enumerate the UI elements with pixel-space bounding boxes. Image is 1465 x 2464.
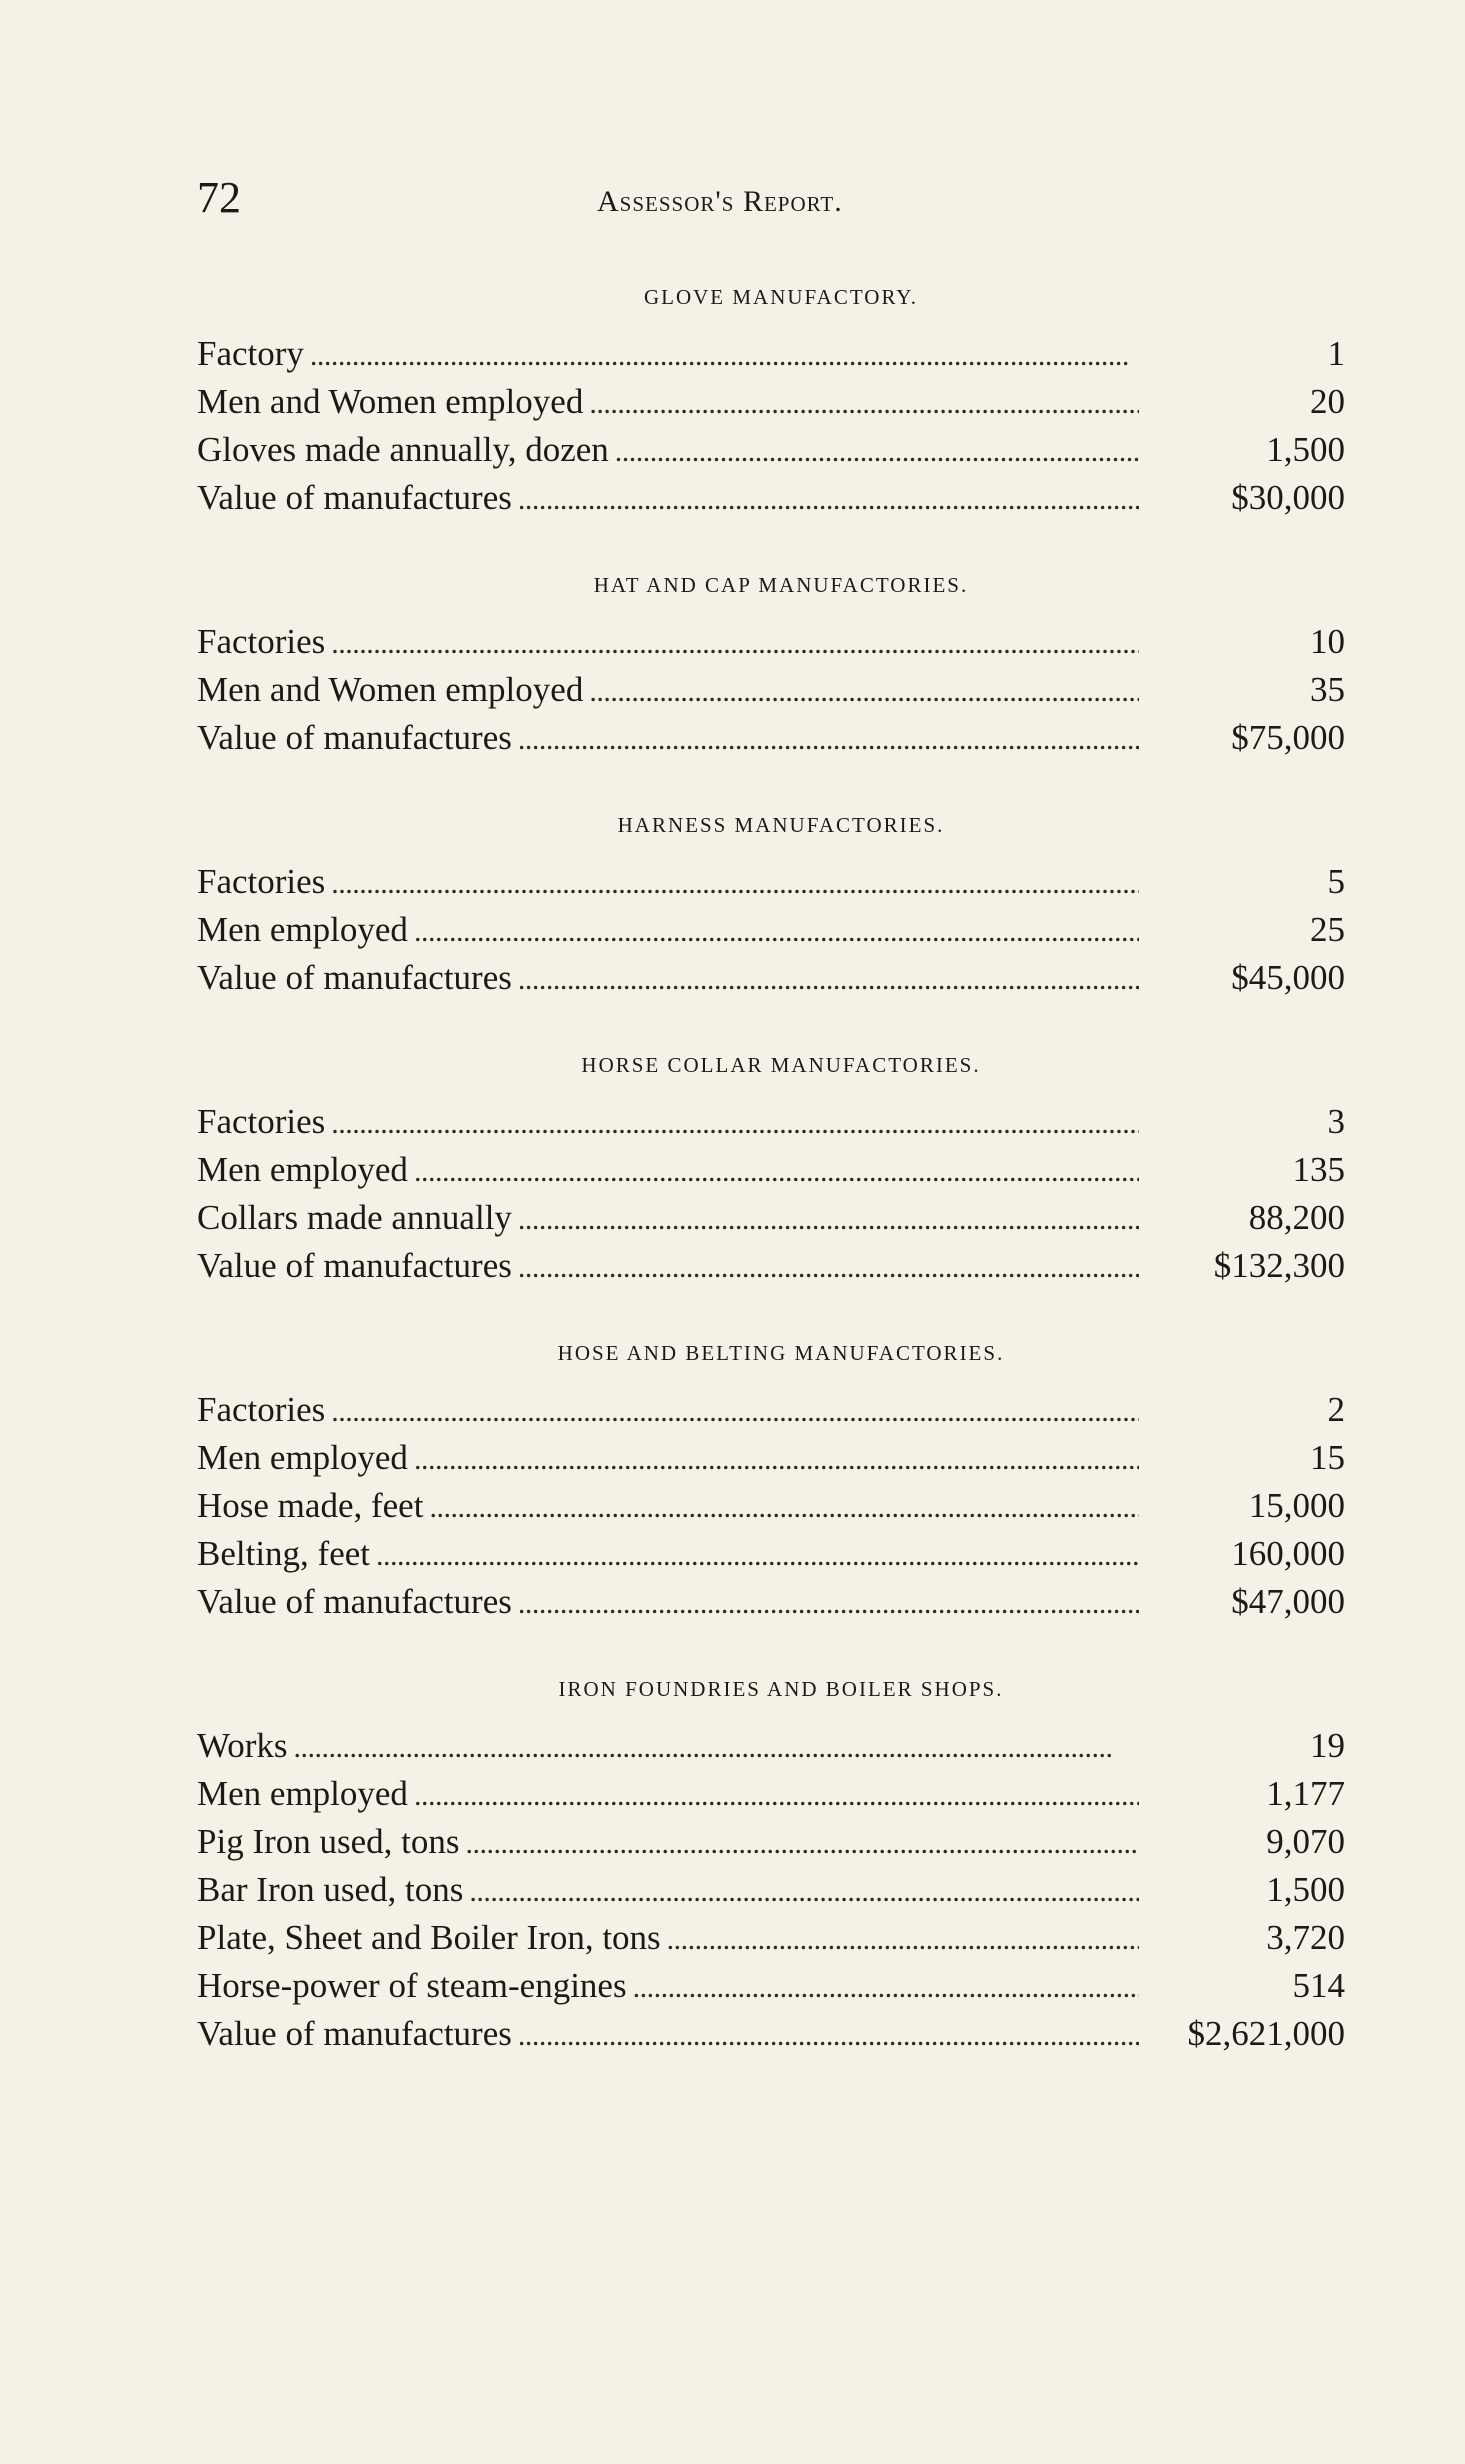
dot-leader	[589, 668, 1139, 716]
section-title: IRON FOUNDRIES AND BOILER SHOPS.	[558, 1677, 1004, 1701]
table-row	[197, 1386, 1345, 1434]
row-value: 15	[1310, 1438, 1345, 1477]
row-value: 3	[1327, 1102, 1345, 1141]
table-row	[197, 1242, 1345, 1290]
table-row	[197, 906, 1345, 954]
table-row	[197, 2010, 1345, 2058]
row-value: $2,621,000	[1187, 2014, 1345, 2053]
row-label: Gloves made annually, dozen	[197, 430, 609, 469]
dot-leader	[589, 380, 1139, 428]
row-value: 19	[1310, 1726, 1345, 1765]
dot-leader	[414, 908, 1139, 956]
dot-leader	[466, 1820, 1140, 1868]
dot-leader	[294, 1724, 1139, 1772]
section-title: HAT AND CAP MANUFACTORIES.	[593, 573, 969, 597]
row-label: Belting, feet	[197, 1534, 371, 1573]
row-value: 1,500	[1266, 1870, 1345, 1909]
table-row	[197, 1530, 1345, 1578]
section-hose-and-belting-manufactories	[197, 1338, 1345, 1626]
table-row	[197, 954, 1345, 1002]
dot-leader	[310, 332, 1139, 380]
row-label: Men and Women employed	[197, 382, 584, 421]
dot-leader	[331, 860, 1139, 908]
row-label: Value of manufactures	[197, 958, 512, 997]
row-value: 5	[1327, 862, 1345, 901]
section-harness-manufactories	[197, 810, 1345, 1002]
row-label: Factories	[197, 862, 326, 901]
section-iron-foundries-and-boiler-shops	[197, 1674, 1345, 2058]
row-label: Men employed	[197, 910, 408, 949]
dot-leader	[331, 1388, 1139, 1436]
row-value: $75,000	[1231, 718, 1345, 757]
row-label: Factories	[197, 1390, 326, 1429]
row-label: Horse-power of steam-engines	[197, 1966, 627, 2005]
row-value: 514	[1292, 1966, 1345, 2005]
section-glove-manufactory	[197, 282, 1345, 522]
row-label: Value of manufactures	[197, 1246, 512, 1285]
row-value: 3,720	[1266, 1918, 1345, 1957]
row-label: Pig Iron used, tons	[197, 1822, 460, 1861]
dot-leader	[518, 2012, 1139, 2060]
row-value: 135	[1292, 1150, 1345, 1189]
table-row	[197, 426, 1345, 474]
table-row	[197, 1962, 1345, 2010]
page-number: 72	[197, 173, 241, 222]
row-label: Value of manufactures	[197, 718, 512, 757]
table-row	[197, 1818, 1345, 1866]
dot-leader	[429, 1484, 1139, 1532]
row-label: Plate, Sheet and Boiler Iron, tons	[197, 1918, 661, 1957]
dot-leader	[633, 1964, 1139, 2012]
section-title: GLOVE MANUFACTORY.	[643, 285, 919, 309]
section-title: HORSE COLLAR MANUFACTORIES.	[581, 1053, 981, 1077]
table-row	[197, 1194, 1345, 1242]
row-value: 20	[1310, 382, 1345, 421]
row-label: Factories	[197, 1102, 326, 1141]
row-value: 1,500	[1266, 430, 1345, 469]
table-row	[197, 378, 1345, 426]
table-row	[197, 1722, 1345, 1770]
dot-leader	[414, 1148, 1139, 1196]
row-label: Men employed	[197, 1438, 408, 1477]
table-row	[197, 330, 1345, 378]
row-value: 160,000	[1231, 1534, 1345, 1573]
row-value: $132,300	[1213, 1246, 1345, 1285]
table-row	[197, 1770, 1345, 1818]
row-label: Men employed	[197, 1774, 408, 1813]
row-value: 15,000	[1248, 1486, 1345, 1525]
row-label: Men and Women employed	[197, 670, 584, 709]
row-value: $45,000	[1231, 958, 1345, 997]
table-row	[197, 1914, 1345, 1962]
table-row	[197, 618, 1345, 666]
row-value: 2	[1327, 1390, 1345, 1429]
row-value: $47,000	[1231, 1582, 1345, 1621]
dot-leader	[518, 716, 1139, 764]
row-value: $30,000	[1231, 478, 1345, 517]
dot-leader	[414, 1436, 1139, 1484]
row-value: 88,200	[1248, 1198, 1345, 1237]
dot-leader	[615, 428, 1139, 476]
table-row	[197, 1866, 1345, 1914]
dot-leader	[331, 620, 1139, 668]
section-title: HARNESS MANUFACTORIES.	[617, 813, 945, 837]
row-value: 10	[1310, 622, 1345, 661]
table-row	[197, 1482, 1345, 1530]
dot-leader	[376, 1532, 1139, 1580]
dot-leader	[469, 1868, 1139, 1916]
dot-leader	[414, 1772, 1139, 1820]
row-label: Hose made, feet	[197, 1486, 424, 1525]
table-row	[197, 1098, 1345, 1146]
dot-leader	[331, 1100, 1139, 1148]
row-label: Bar Iron used, tons	[197, 1870, 464, 1909]
row-label: Value of manufactures	[197, 2014, 512, 2053]
section-title: HOSE AND BELTING MANUFACTORIES.	[557, 1341, 1005, 1365]
row-label: Men employed	[197, 1150, 408, 1189]
row-value: 35	[1310, 670, 1345, 709]
dot-leader	[518, 956, 1139, 1004]
row-value: 25	[1310, 910, 1345, 949]
row-label: Value of manufactures	[197, 1582, 512, 1621]
report-sections	[197, 282, 1345, 2106]
row-value: 9,070	[1266, 1822, 1345, 1861]
running-head: Assessor's Report.	[597, 185, 843, 218]
page-header	[197, 168, 1345, 228]
row-value: 1,177	[1266, 1774, 1345, 1813]
table-row	[197, 666, 1345, 714]
section-hat-and-cap-manufactories	[197, 570, 1345, 762]
dot-leader	[518, 476, 1139, 524]
table-row	[197, 858, 1345, 906]
table-row	[197, 714, 1345, 762]
dot-leader	[518, 1580, 1139, 1628]
table-row	[197, 1146, 1345, 1194]
dot-leader	[518, 1196, 1139, 1244]
row-label: Works	[197, 1726, 288, 1765]
row-label: Collars made annually	[197, 1198, 512, 1237]
table-row	[197, 1578, 1345, 1626]
row-value: 1	[1327, 334, 1345, 373]
row-label: Factory	[197, 334, 304, 373]
row-label: Factories	[197, 622, 326, 661]
table-row	[197, 1434, 1345, 1482]
dot-leader	[667, 1916, 1139, 1964]
row-label: Value of manufactures	[197, 478, 512, 517]
section-horse-collar-manufactories	[197, 1050, 1345, 1290]
dot-leader	[518, 1244, 1139, 1292]
table-row	[197, 474, 1345, 522]
